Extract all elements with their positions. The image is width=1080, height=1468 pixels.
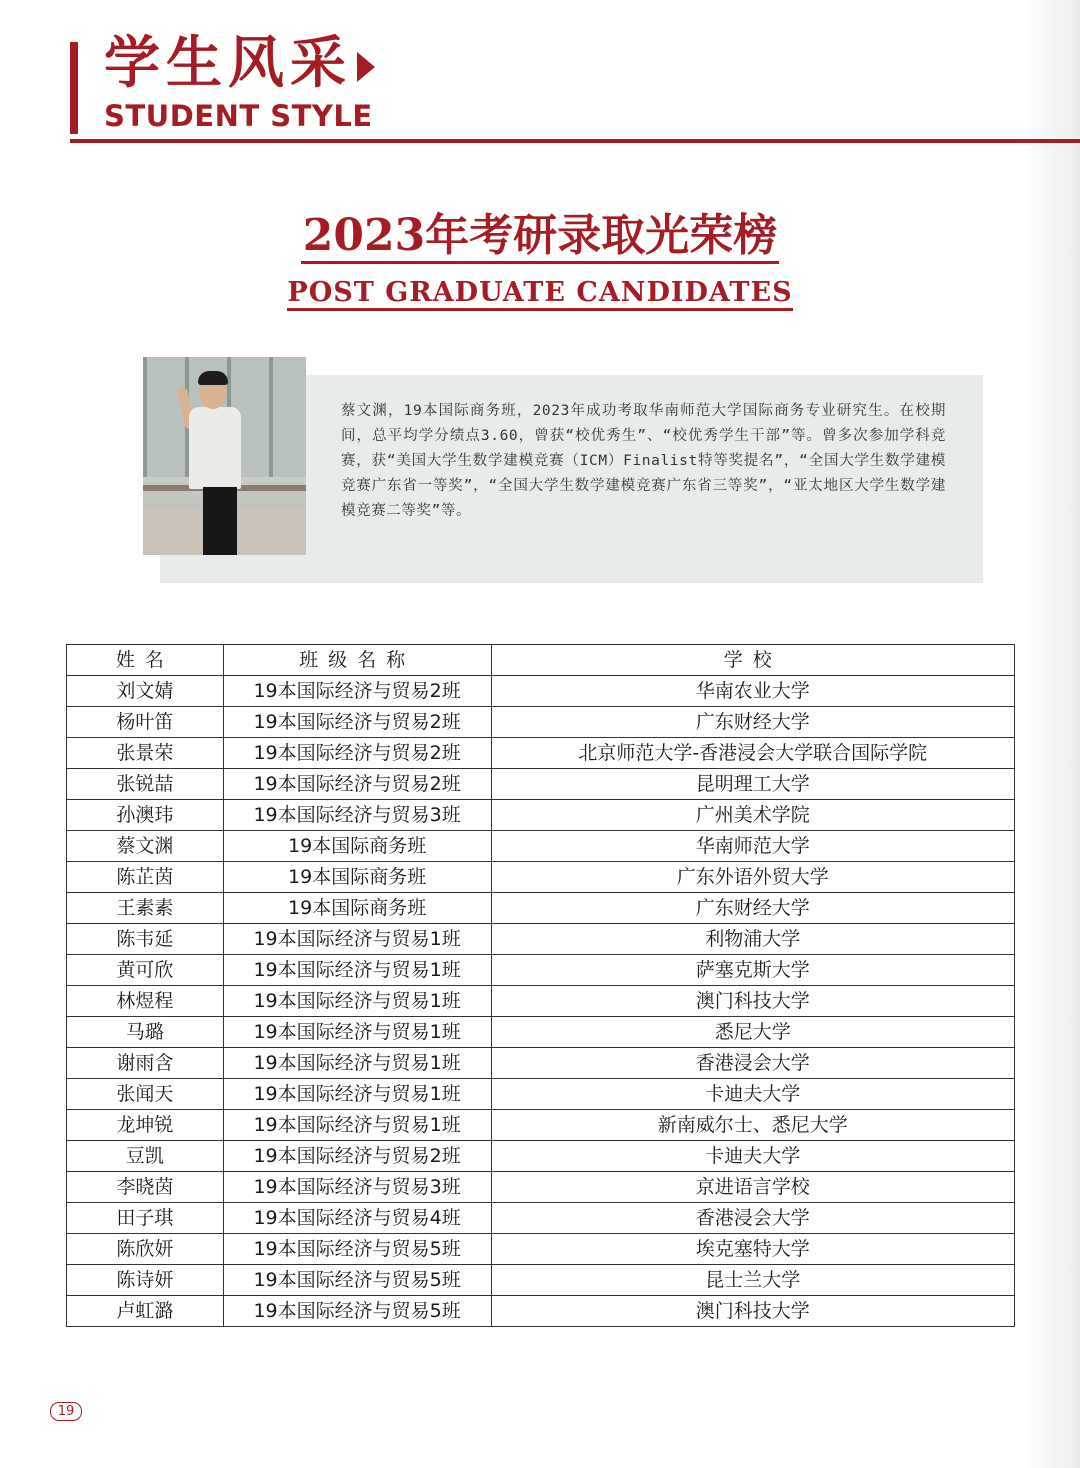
cell-name: 田子琪 [67,1203,224,1234]
cell-name: 张锐喆 [67,769,224,800]
table-row [67,893,1015,924]
cell-name: 张闻天 [67,1079,224,1110]
cell-class: 19本国际经济与贸易5班 [223,1296,491,1327]
cell-name: 陈芷茵 [67,862,224,893]
table-row [67,862,1015,893]
header-accent-bar [70,42,78,134]
cell-school: 广东财经大学 [491,707,1014,738]
cell-class: 19本国际商务班 [223,862,491,893]
cell-class: 19本国际经济与贸易2班 [223,738,491,769]
header-divider [70,139,1080,143]
cell-name: 李晓茵 [67,1172,224,1203]
cell-class: 19本国际经济与贸易4班 [223,1203,491,1234]
table-row [67,707,1015,738]
cell-name: 王素素 [67,893,224,924]
header-school: 学校 [491,645,1014,676]
cell-name: 蔡文渊 [67,831,224,862]
page-number: 19 [50,1402,82,1421]
cell-class: 19本国际经济与贸易2班 [223,707,491,738]
cell-school: 悉尼大学 [491,1017,1014,1048]
cell-school: 卡迪夫大学 [491,1079,1014,1110]
table-row [67,1234,1015,1265]
cell-school: 萨塞克斯大学 [491,955,1014,986]
cell-name: 陈诗妍 [67,1265,224,1296]
cell-name: 林煜程 [67,986,224,1017]
cell-name: 卢虹潞 [67,1296,224,1327]
cell-class: 19本国际经济与贸易3班 [223,800,491,831]
cell-name: 黄可欣 [67,955,224,986]
cell-name: 陈欣妍 [67,1234,224,1265]
table-row [67,676,1015,707]
table-row [67,1048,1015,1079]
table-row [67,1296,1015,1327]
cell-name: 豆凯 [67,1141,224,1172]
cell-school: 广州美术学院 [491,800,1014,831]
cell-name: 谢雨含 [67,1048,224,1079]
cell-class: 19本国际经济与贸易2班 [223,676,491,707]
cell-school: 澳门科技大学 [491,986,1014,1017]
cell-name: 孙澳玮 [67,800,224,831]
cell-class: 19本国际经济与贸易1班 [223,924,491,955]
cell-school: 昆明理工大学 [491,769,1014,800]
triangle-arrow-icon [357,52,375,82]
table-row [67,1079,1015,1110]
cell-class: 19本国际经济与贸易1班 [223,986,491,1017]
admission-table [66,644,1015,1327]
table-row [67,1265,1015,1296]
table-row [67,986,1015,1017]
cell-school: 华南农业大学 [491,676,1014,707]
cell-class: 19本国际经济与贸易5班 [223,1234,491,1265]
honor-title-cn: 2023年考研录取光荣榜 [0,208,1080,264]
table-row [67,1203,1015,1234]
table-row [67,1017,1015,1048]
table-row [67,800,1015,831]
cell-school: 卡迪夫大学 [491,1141,1014,1172]
cell-school: 埃克塞特大学 [491,1234,1014,1265]
cell-class: 19本国际经济与贸易1班 [223,955,491,986]
cell-class: 19本国际经济与贸易2班 [223,1141,491,1172]
cell-school: 香港浸会大学 [491,1203,1014,1234]
cell-name: 龙坤锐 [67,1110,224,1141]
table-row [67,831,1015,862]
cell-school: 香港浸会大学 [491,1048,1014,1079]
table-header-row [67,645,1015,676]
cell-school: 广东财经大学 [491,893,1014,924]
cell-class: 19本国际商务班 [223,831,491,862]
cell-class: 19本国际经济与贸易1班 [223,1017,491,1048]
table-row [67,1172,1015,1203]
cell-name: 陈韦延 [67,924,224,955]
table-row [67,955,1015,986]
table-row [67,769,1015,800]
cell-school: 新南威尔士、悉尼大学 [491,1110,1014,1141]
cell-class: 19本国际经济与贸易1班 [223,1110,491,1141]
cell-name: 马璐 [67,1017,224,1048]
honor-title-en: POST GRADUATE CANDIDATES [0,274,1080,312]
table-row [67,1141,1015,1172]
cell-name: 张景荣 [67,738,224,769]
cell-school: 京进语言学校 [491,1172,1014,1203]
cell-class: 19本国际商务班 [223,893,491,924]
cell-school: 利物浦大学 [491,924,1014,955]
cell-school: 北京师范大学-香港浸会大学联合国际学院 [491,738,1014,769]
header-name: 姓名 [67,645,224,676]
cell-class: 19本国际经济与贸易2班 [223,769,491,800]
section-title-en: STUDENT STYLE [104,99,373,133]
cell-school: 昆士兰大学 [491,1265,1014,1296]
cell-school: 华南师范大学 [491,831,1014,862]
cell-class: 19本国际经济与贸易3班 [223,1172,491,1203]
table-row [67,1110,1015,1141]
student-photo [143,357,306,555]
table-row [67,738,1015,769]
cell-name: 杨叶笛 [67,707,224,738]
cell-class: 19本国际经济与贸易1班 [223,1048,491,1079]
cell-class: 19本国际经济与贸易5班 [223,1265,491,1296]
cell-school: 澳门科技大学 [491,1296,1014,1327]
header-class: 班级名称 [223,645,491,676]
cell-class: 19本国际经济与贸易1班 [223,1079,491,1110]
table-row [67,924,1015,955]
cell-name: 刘文婧 [67,676,224,707]
section-title-cn: 学生风采 [104,31,352,96]
profile-bio: 蔡文渊，19本国际商务班，2023年成功考取华南师范大学国际商务专业研究生。在校期间，总平均学分绩点3.60，曾获“校优秀生”、“校优秀学生干部”等。曾多次参加学科竞赛，获“美国大学生数学建模竞赛（ICM）Finalist特等奖提名”，“全国大学生数学建模竞赛广东省一等奖”，“全国大学生数学建模竞赛广东省三等奖”，“亚太地区大学生数学建模竞赛二等奖”等。 [341,403,946,519]
cell-school: 广东外语外贸大学 [491,862,1014,893]
